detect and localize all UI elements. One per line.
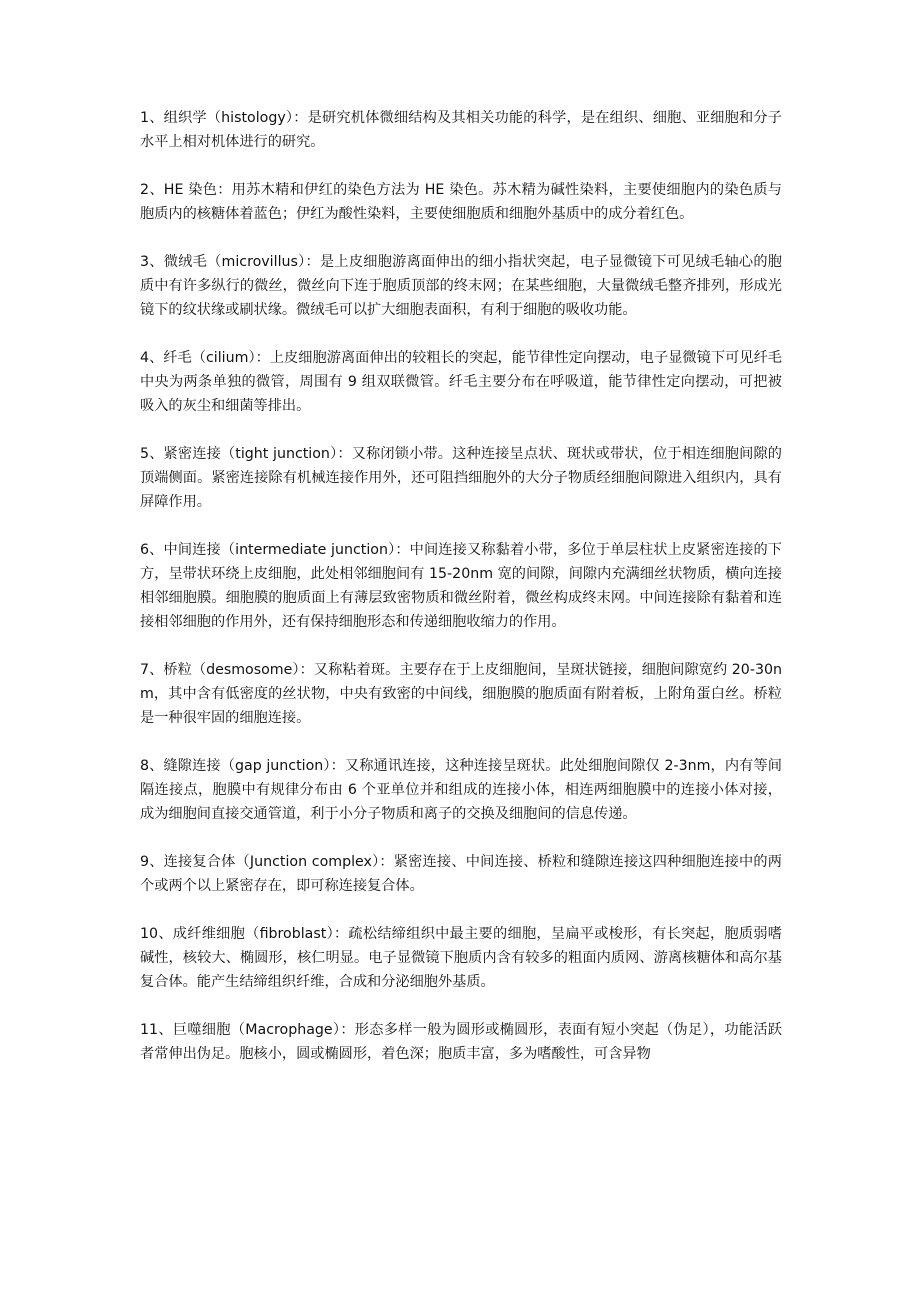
definition-entry-he-stain: 2、HE 染色：用苏木精和伊红的染色方法为 HE 染色。苏木精为碱性染料，主要使细胞内的染色质与胞质内的核糖体着蓝色；伊红为酸性染料，主要使细胞质和细胞外基质中的成分着红色。 <box>140 182 782 222</box>
definition-entry-cilium: 4、纤毛（cilium）：上皮细胞游离面伸出的较粗长的突起，能节律性定向摆动，电子显微镜下可见纤毛中央为两条单独的微管，周围有 9 组双联微管。纤毛主要分布在呼吸道，能节律性定向摆动，可把被吸入的灰尘和细菌等排出。 <box>140 350 782 414</box>
definition-entry-fibroblast: 10、成纤维细胞（fibroblast）：疏松结缔组织中最主要的细胞，呈扁平或梭形，有长突起，胞质弱嗜碱性，核较大、椭圆形，核仁明显。电子显微镜下胞质内含有较多的粗面内质网、游离核糖体和高尔基复合体。能产生结缔组织纤维，合成和分泌细胞外基质。 <box>140 926 782 990</box>
document-page <box>140 106 782 1090</box>
definition-entry-macrophage: 11、巨噬细胞（Macrophage）：形态多样一般为圆形或椭圆形，表面有短小突起（伪足），功能活跃者常伸出伪足。胞核小，圆或椭圆形，着色深；胞质丰富，多为嗜酸性，可含异物 <box>140 1022 782 1062</box>
definition-entry-histology: 1、组织学（histology）：是研究机体微细结构及其相关功能的科学，是在组织、细胞、亚细胞和分子水平上相对机体进行的研究。 <box>140 110 782 150</box>
definition-entry-microvillus: 3、微绒毛（microvillus）：是上皮细胞游离面伸出的细小指状突起，电子显微镜下可见绒毛轴心的胞质中有许多纵行的微丝，微丝向下连于胞质顶部的终末网；在某些细胞，大量微绒毛整齐排列，形成光镜下的纹状缘或刷状缘。微绒毛可以扩大细胞表面积，有利于细胞的吸收功能。 <box>140 254 782 318</box>
definition-entry-desmosome: 7、桥粒（desmosome）：又称粘着斑。主要存在于上皮细胞间，呈斑状链接，细胞间隙宽约 20-30nm，其中含有低密度的丝状物，中央有致密的中间线，细胞膜的胞质面有附着板，上附角蛋白丝。桥粒是一种很牢固的细胞连接。 <box>140 662 782 726</box>
definition-entry-junction-complex: 9、连接复合体（Junction complex）：紧密连接、中间连接、桥粒和缝隙连接这四种细胞连接中的两个或两个以上紧密存在，即可称连接复合体。 <box>140 854 782 894</box>
definition-entry-gap-junction: 8、缝隙连接（gap junction）：又称通讯连接，这种连接呈斑状。此处细胞间隙仅 2-3nm，内有等间隔连接点，胞膜中有规律分布由 6 个亚单位并和组成的连接小体，相连两细胞膜中的连接小体对接，成为细胞间直接交通管道，利于小分子物质和离子的交换及细胞间的信息传递。 <box>140 758 782 822</box>
definition-entry-intermediate-junction: 6、中间连接（intermediate junction）：中间连接又称黏着小带，多位于单层柱状上皮紧密连接的下方，呈带状环绕上皮细胞，此处相邻细胞间有 15-20nm 宽的间隙，间隙内充满细丝状物质，横向连接相邻细胞膜。细胞膜的胞质面上有薄层致密物质和微丝附着，微丝构成终末网。中间连接除有黏着和连接相邻细胞的作用外，还有保持细胞形态和传递细胞收缩力的作用。 <box>140 542 782 630</box>
definition-entry-tight-junction: 5、紧密连接（tight junction）：又称闭锁小带。这种连接呈点状、斑状或带状，位于相连细胞间隙的顶端侧面。紧密连接除有机械连接作用外，还可阻挡细胞外的大分子物质经细胞间隙进入组织内，具有屏障作用。 <box>140 446 782 510</box>
